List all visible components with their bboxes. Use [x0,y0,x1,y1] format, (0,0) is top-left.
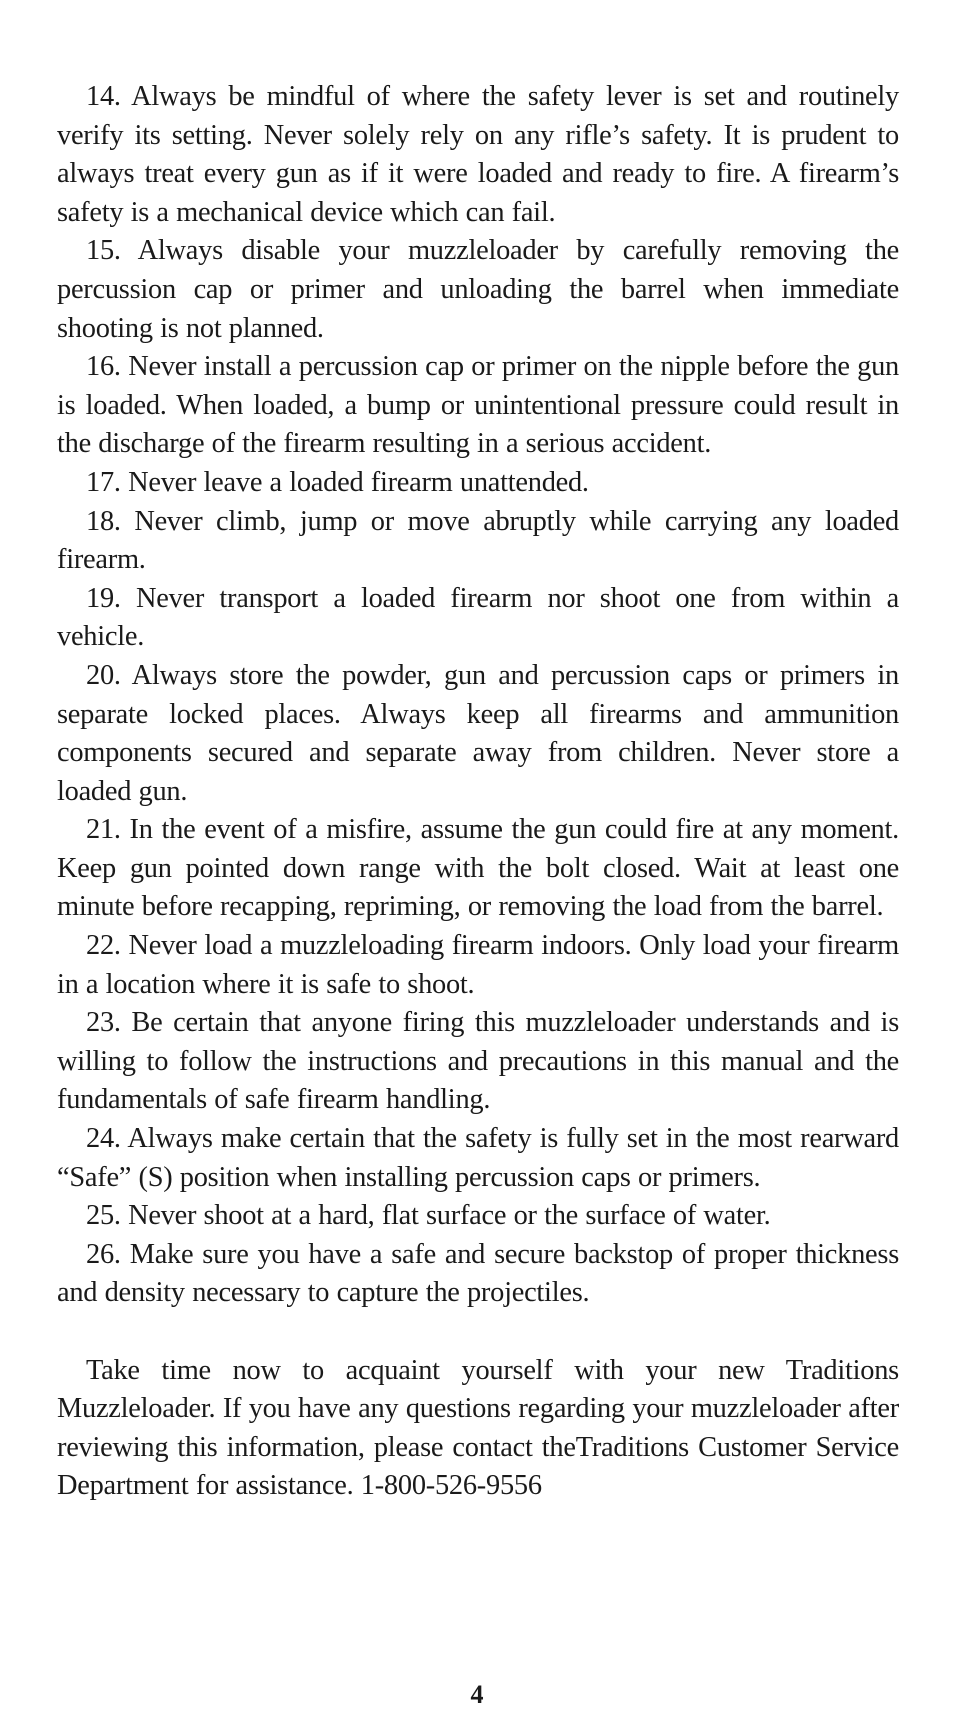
safety-rule-14: 14. Always be mindful of where the safety lever is set and routinely verify its setting. Never solely rely on any rifle’s safety. It is prudent to always treat every gun as if it were loaded and ready to fire. A firearm’s safety is a mechanical device which can fail. [57,81,899,228]
manual-page [57,78,899,1506]
safety-rule-24: 24. Always make certain that the safety is fully set in the most rearward “Safe” (S) position when installing percussion caps or primers. [57,1123,899,1193]
safety-rule-18: 18. Never climb, jump or move abruptly while carrying any loaded firearm. [57,505,899,576]
safety-rule-17: 17. Never leave a loaded firearm unattended. [86,466,589,498]
safety-rule-19: 19. Never transport a loaded firearm nor shoot one from within a vehicle. [57,582,899,653]
safety-rule-15: 15. Always disable your muzzleloader by carefully removing the percussion cap or primer and unloading the barrel when immediate shooting is not planned. [57,235,899,344]
safety-rule-16: 16. Never install a percussion cap or primer on the nipple before the gun is loaded. When loaded, a bump or unintentional pressure could result in the discharge of the firearm resulting in a serious accident. [57,351,899,460]
page-number: 4 [470,1680,484,1709]
closing-paragraph: Take time now to acquaint yourself with your new Traditions Muzzleloader. If you have any questions regarding your muzzleloader after reviewing this information, please contact theTraditions Customer Service Department for assistance. 1-800-526-9556 [57,1354,899,1502]
safety-rule-20: 20. Always store the powder, gun and percussion caps or primers in separate locked places. Always keep all firearms and ammunition components secured and separate away from children. Never store a loaded gun. [57,659,899,807]
safety-rule-25: 25. Never shoot at a hard, flat surface or the surface of water. [86,1200,771,1232]
safety-rule-26: 26. Make sure you have a safe and secure backstop of proper thickness and density necessary to capture the projectiles. [57,1238,899,1309]
safety-rule-21: 21. In the event of a misfire, assume the gun could fire at any moment. Keep gun pointed down range with the bolt closed. Wait at least one minute before recapping, repriming, or removing the load from the barrel. [57,814,899,923]
safety-rule-22: 22. Never load a muzzleloading firearm indoors. Only load your firearm in a location where it is safe to shoot. [57,930,899,1000]
safety-rule-23: 23. Be certain that anyone firing this muzzleloader understands and is willing to follow the instructions and precautions in this manual and the fundamentals of safe firearm handling. [57,1007,899,1116]
